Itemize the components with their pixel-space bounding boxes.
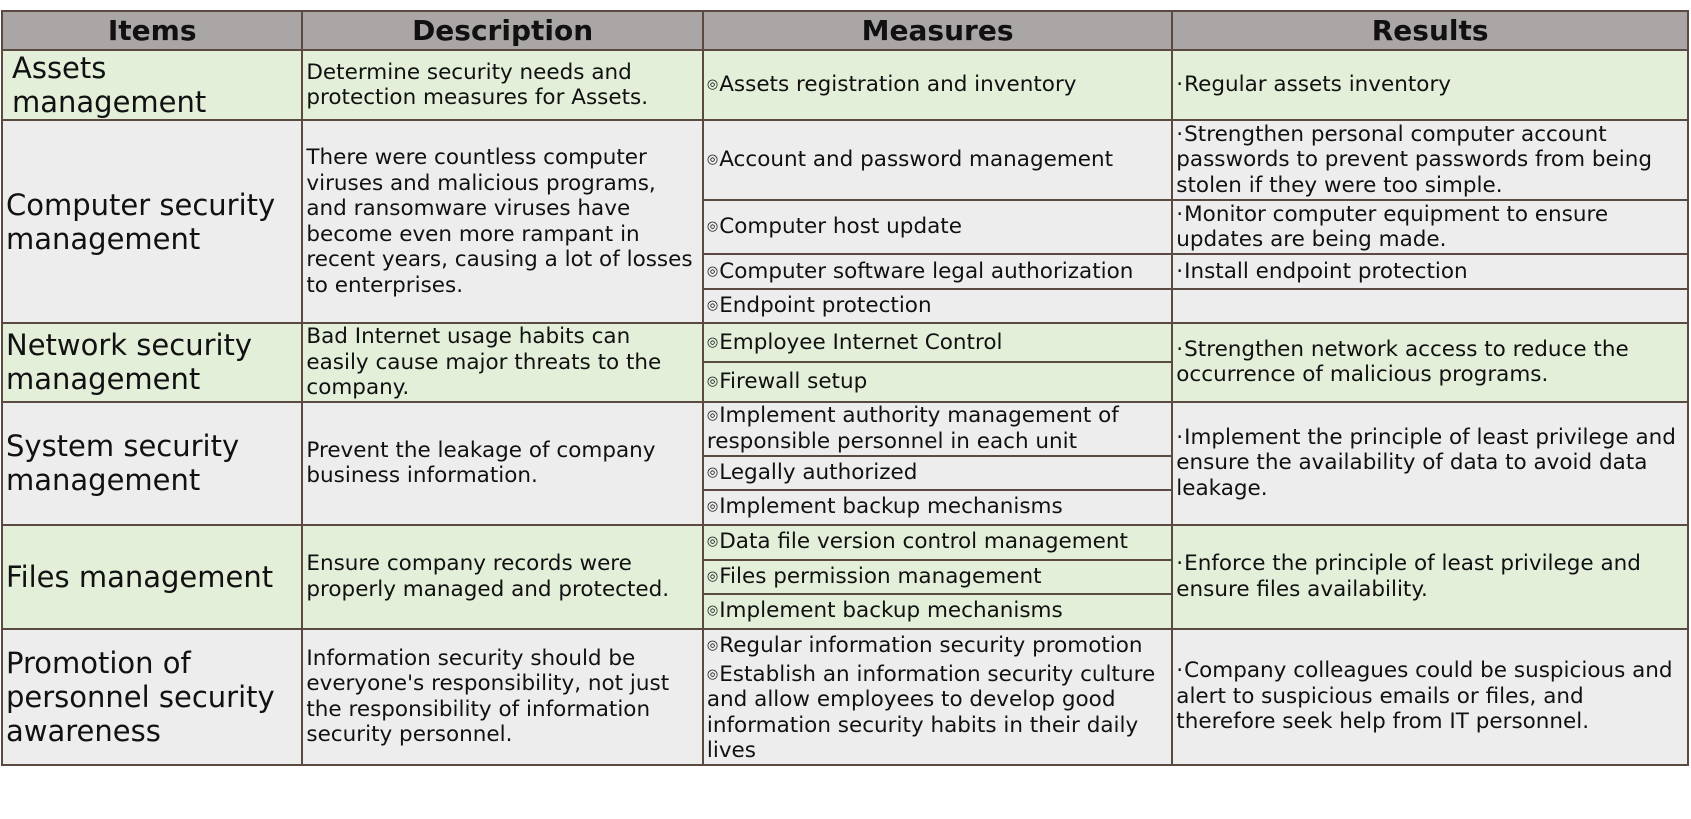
measure-marker: ◎ [706,568,719,584]
result-marker: · [1176,72,1184,98]
measure-text: Establish an information security culture and allow employees to develop good information security habits in their daily lives [706,661,1156,763]
result-cell [1172,200,1688,254]
desc-computer: There were countless computer viruses and malicious programs, and ransomware viruses have become even more rampant in recent years, causing a lot of losses to enterprises. [302,120,703,323]
header-description: Description [302,11,703,50]
measure-marker: ◎ [706,298,719,314]
security-measures-table [1,10,1689,766]
measure-text: Endpoint protection [719,293,932,319]
measure-marker: ◎ [706,666,719,682]
measure-text: Account and password management [719,147,1114,173]
measure-cell [703,662,1172,765]
item-promotion: Promotion of personnel security awareness [2,629,302,765]
desc-files: Ensure company records were properly managed and protected. [302,525,703,629]
result-marker: · [1176,336,1184,362]
measure-marker: ◎ [706,334,719,350]
measure-text: Files permission management [719,563,1042,589]
result-text: Company colleagues could be suspicious and alert to suspicious emails or files, and therefore seek help from IT personnel. [1176,658,1673,735]
measure-cell [703,289,1172,323]
measure-cell [703,402,1172,456]
measure-marker: ◎ [706,637,719,653]
measure-marker: ◎ [706,77,719,93]
result-marker: · [1176,658,1184,684]
measure-cell [703,254,1172,289]
measure-marker: ◎ [706,152,719,168]
measure-cell [703,629,1172,662]
measure-marker: ◎ [706,219,719,235]
result-cell [1172,50,1688,120]
result-text: Monitor computer equipment to ensure updates are being made. [1176,201,1609,252]
measure-text: Implement backup mechanisms [719,494,1063,520]
measure-marker: ◎ [706,464,719,480]
measure-text: Firewall setup [719,369,868,395]
measure-text: Implement authority management of responsible personnel in each unit [706,403,1119,454]
result-cell [1172,525,1688,629]
measure-cell [703,490,1172,525]
result-text: Implement the principle of least privilege and ensure the availability of data to avoid data leakage. [1176,424,1676,501]
header-results: Results [1172,11,1688,50]
item-assets: Assets management [2,50,302,120]
measure-marker: ◎ [706,374,719,390]
measure-marker: ◎ [706,534,719,550]
result-text: Regular assets inventory [1184,72,1452,98]
measure-text: Employee Internet Control [719,329,1003,355]
desc-assets: Determine security needs and protection measures for Assets. [302,50,703,120]
desc-network: Bad Internet usage habits can easily cause major threats to the company. [302,323,703,402]
measure-cell [703,362,1172,401]
measure-marker: ◎ [706,263,719,279]
measure-marker: ◎ [706,499,719,515]
result-marker: · [1176,424,1184,450]
measure-cell [703,200,1172,254]
empty-result-cell [1172,289,1688,323]
result-marker: · [1176,258,1184,284]
measure-cell [703,456,1172,490]
result-cell [1172,402,1688,525]
result-text: Install endpoint protection [1184,258,1468,284]
measure-text: Assets registration and inventory [719,72,1077,98]
item-network: Network security management [2,323,302,402]
header-row [2,11,1688,50]
measure-text: Computer software legal authorization [719,258,1134,284]
table-row [2,629,1688,662]
header-items: Items [2,11,302,50]
result-cell [1172,120,1688,200]
measure-cell [703,120,1172,200]
measure-text: Data file version control management [719,529,1128,555]
table-row [2,120,1688,200]
measure-cell [703,50,1172,120]
measure-text: Regular information security promotion [719,632,1143,658]
table-row [2,323,1688,362]
header-measures: Measures [703,11,1172,50]
result-marker: · [1176,551,1184,576]
result-text: Strengthen personal computer account passwords to prevent passwords from being stolen if they were too simple. [1176,121,1652,198]
desc-system: Prevent the leakage of company business information. [302,402,703,525]
measure-cell [703,594,1172,629]
table-row [2,402,1688,456]
measure-text: Computer host update [719,214,962,240]
table-row [2,525,1688,560]
table-row [2,50,1688,120]
result-marker: · [1176,121,1184,147]
measure-text: Implement backup mechanisms [719,598,1063,624]
measure-marker: ◎ [706,603,719,619]
measure-cell [703,560,1172,594]
result-text: Enforce the principle of least privilege and ensure files availability. [1176,551,1641,602]
measure-text: Legally authorized [719,459,918,485]
desc-promotion: Information security should be everyone's responsibility, not just the responsibility of information security personnel. [302,629,703,765]
result-cell [1172,629,1688,765]
measure-cell [703,323,1172,362]
result-text: Strengthen network access to reduce the occurrence of malicious programs. [1176,336,1629,388]
result-cell [1172,254,1688,289]
result-marker: · [1176,201,1184,227]
measure-marker: ◎ [706,408,719,423]
item-computer: Computer security management [2,120,302,323]
result-cell [1172,323,1688,402]
item-system: System security management [2,402,302,525]
measure-cell [703,525,1172,560]
item-files: Files management [2,525,302,629]
